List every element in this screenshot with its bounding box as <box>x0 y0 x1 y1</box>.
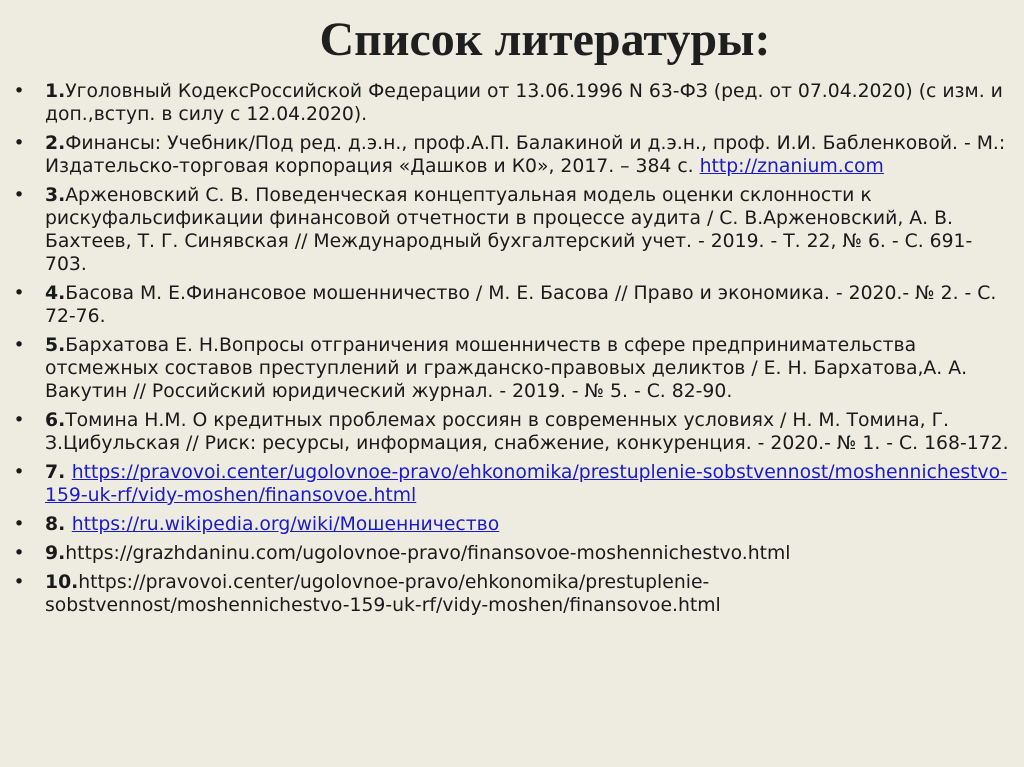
reference-item <box>12 542 1012 565</box>
slide-title: Список литературы: <box>319 13 771 66</box>
reference-link[interactable]: https://ru.wikipedia.org/wiki/Мошенничество <box>71 514 500 535</box>
reference-item <box>12 513 1012 536</box>
reference-item <box>12 409 1012 455</box>
reference-text: Уголовный КодексРоссийской Федерации от 13.06.1996 N 63-ФЗ (ред. от 07.04.2020) (с изм. и доп.,вступ. в силу с 12.04.2020). <box>45 81 1003 125</box>
reference-number: 9. <box>45 543 66 564</box>
reference-item <box>12 571 1012 617</box>
reference-link[interactable]: https://pravovoi.center/ugolovnoe-pravo/ehkonomika/prestuplenie-sobstvennost/moshennichestvo-159-uk-rf/vidy-moshen/finansovoe.html <box>45 462 1008 506</box>
reference-number: 3. <box>45 185 66 206</box>
reference-item <box>12 282 1012 328</box>
reference-item <box>12 334 1012 403</box>
reference-text: Арженовский С. В. Поведенческая концептуальная модель оценки склонности к рискуфальсификации финансовой отчетности в процессе аудита / С. В.Арженовский, А. В. Бахтеев, Т. Г. Синявская // Международный бухгалтерский учет. - 2019. - Т. 22, № 6. - С. 691-703. <box>45 185 973 275</box>
bullet-icon: • <box>13 283 25 304</box>
reference-item <box>12 461 1012 507</box>
reference-text: Бархатова Е. Н.Вопросы отграничения мошенничеств в сфере предпринимательства отсмежных составов преступлений и гражданско-правовых деликтов / Е. Н. Бархатова,А. А. Вакутин // Российский юридический журнал. - 2019. - № 5. - С. 82-90. <box>45 335 968 402</box>
reference-number: 4. <box>45 283 66 304</box>
bullet-icon: • <box>13 514 25 535</box>
bullet-icon: • <box>13 133 25 154</box>
bullet-icon: • <box>13 185 25 206</box>
reference-list <box>12 80 1012 623</box>
reference-text: Томина Н.М. О кредитных проблемах россиян в современных условиях / Н. М. Томина, Г. З.Цибульская // Риск: ресурсы, информация, снабжение, конкуренция. - 2020.- № 1. - С. 168-172. <box>45 410 1009 454</box>
reference-item <box>12 132 1012 178</box>
reference-text: Басова М. Е.Финансовое мошенничество / М. Е. Басова // Право и экономика. - 2020.- № 2. - С. 72-76. <box>45 283 997 327</box>
reference-number: 7. <box>45 462 72 483</box>
reference-number: 10. <box>45 572 79 593</box>
bullet-icon: • <box>13 462 25 483</box>
reference-number: 6. <box>45 410 66 431</box>
reference-text: Финансы: Учебник/Под ред. д.э.н., проф.А.П. Балакиной и д.э.н., проф. И.И. Бабленковой. - М.: Издательско-торговая корпорация «Дашков и К0», 2017. – 384 с. <box>45 133 1006 177</box>
bullet-icon: • <box>13 543 25 564</box>
reference-number: 2. <box>45 133 66 154</box>
reference-text: https://grazhdaninu.com/ugolovnoe-pravo/finansovoe-moshennichestvo.html <box>65 543 791 564</box>
bullet-icon: • <box>13 572 25 593</box>
bullet-icon: • <box>13 335 25 356</box>
reference-item <box>12 80 1012 126</box>
reference-text: https://pravovoi.center/ugolovnoe-pravo/ehkonomika/prestuplenie-sobstvennost/moshennichestvo-159-uk-rf/vidy-moshen/finansovoe.html <box>45 572 721 616</box>
reference-number: 8. <box>45 514 72 535</box>
reference-number: 5. <box>45 335 66 356</box>
reference-number: 1. <box>45 81 66 102</box>
bullet-icon: • <box>13 410 25 431</box>
bullet-icon: • <box>13 81 25 102</box>
reference-link[interactable]: http://znanium.com <box>699 156 884 177</box>
reference-item <box>12 184 1012 276</box>
